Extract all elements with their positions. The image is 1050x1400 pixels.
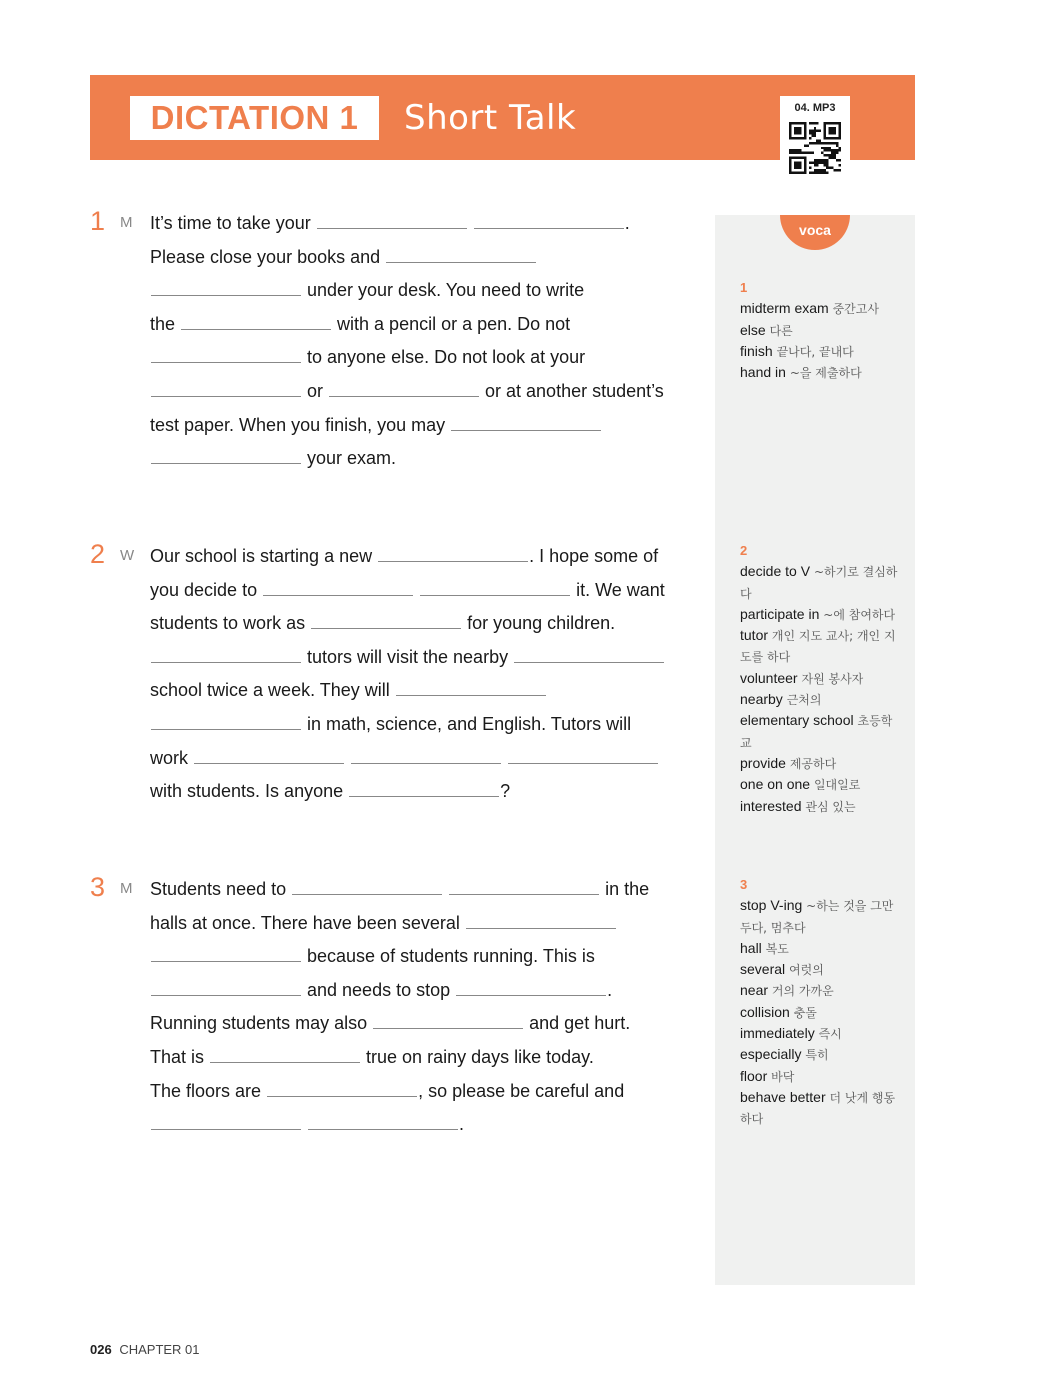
text-line — [150, 246, 690, 280]
voca-item — [740, 689, 900, 710]
voca-sidebar — [715, 215, 915, 1285]
voca-group-number: 2 — [740, 543, 748, 558]
voca-meaning: 일대일로 — [813, 778, 861, 793]
speaker-label: M — [120, 880, 133, 897]
voca-item — [740, 895, 900, 938]
voca-meaning: 자원 봉사자 — [801, 671, 864, 686]
answer-blank[interactable] — [181, 313, 331, 330]
answer-blank[interactable] — [151, 447, 301, 464]
voca-badge-label: voca — [799, 222, 831, 238]
text-line — [150, 380, 690, 414]
text-line — [150, 346, 690, 380]
text-segment — [468, 213, 473, 233]
text-segment: . — [459, 1114, 465, 1135]
text-line — [150, 545, 690, 579]
answer-blank[interactable] — [210, 1046, 360, 1063]
voca-item — [740, 298, 900, 319]
voca-term: hand in — [740, 364, 786, 381]
voca-meaning: 특히 — [805, 1048, 829, 1063]
answer-blank[interactable] — [508, 747, 658, 764]
audio-qr-box[interactable] — [780, 96, 850, 182]
text-segment: The floors are — [150, 1080, 267, 1101]
voca-term: one on one — [740, 776, 811, 793]
text-segment — [302, 1114, 307, 1134]
question-number: 3 — [90, 872, 106, 902]
answer-blank[interactable] — [263, 579, 413, 596]
voca-meaning: 관심 있는 — [805, 799, 856, 814]
text-segment — [502, 748, 507, 768]
voca-meaning: 중간고사 — [832, 302, 879, 317]
voca-term: decide to V — [740, 563, 811, 580]
voca-meaning: ~하기로 결심하다 — [740, 565, 898, 601]
text-line — [150, 912, 690, 946]
text-segment: or — [302, 380, 329, 401]
text-segment: you decide to — [150, 579, 263, 600]
text-line — [150, 679, 690, 713]
voca-item — [740, 341, 900, 362]
text-segment: with students. Is anyone — [150, 781, 349, 802]
answer-blank[interactable] — [151, 713, 301, 730]
text-segment: with a pencil or a pen. Do not — [332, 313, 571, 334]
text-line — [150, 279, 690, 313]
voca-term: near — [740, 982, 769, 999]
answer-blank[interactable] — [449, 878, 599, 895]
voca-meaning: ~하는 것을 그만두다, 멈추다 — [740, 899, 894, 935]
voca-term: participate in — [740, 605, 820, 622]
answer-blank[interactable] — [151, 380, 301, 397]
text-line — [150, 979, 690, 1013]
page-subtitle: Short Talk — [404, 98, 577, 138]
answer-blank[interactable] — [151, 945, 301, 962]
text-segment: halls at once. There have been several — [150, 912, 465, 933]
text-line — [150, 1046, 690, 1080]
answer-blank[interactable] — [151, 1113, 301, 1130]
speaker-label: M — [120, 214, 133, 231]
voca-term: behave better — [740, 1088, 826, 1105]
voca-meaning: 초등학교 — [740, 714, 893, 750]
text-segment: ? — [500, 781, 511, 802]
title-box — [130, 96, 379, 140]
text-segment: , so please be careful and — [418, 1080, 625, 1101]
answer-blank[interactable] — [317, 212, 467, 229]
page-footer — [90, 1342, 200, 1357]
answer-blank[interactable] — [466, 912, 616, 929]
voca-badge — [780, 215, 850, 250]
answer-blank[interactable] — [349, 780, 499, 797]
voca-item — [740, 710, 900, 753]
text-segment: Students need to — [150, 879, 292, 899]
answer-blank[interactable] — [456, 979, 606, 996]
voca-group-2 — [740, 541, 900, 817]
voca-item — [740, 362, 900, 383]
voca-term: provide — [740, 754, 786, 771]
text-line — [150, 747, 690, 781]
text-line — [150, 313, 690, 347]
voca-item — [740, 604, 900, 625]
text-segment: because of students running. This is — [302, 946, 595, 967]
text-segment: your exam. — [302, 448, 397, 469]
answer-blank[interactable] — [267, 1080, 417, 1097]
voca-meaning: 근처의 — [786, 693, 822, 708]
answer-blank[interactable] — [474, 212, 624, 229]
voca-meaning: ~을 제출하다 — [789, 366, 862, 381]
voca-term: floor — [740, 1067, 768, 1084]
text-segment: it. We want — [571, 579, 665, 600]
text-segment — [414, 580, 419, 600]
text-segment: for young children. — [462, 613, 616, 634]
audio-file-label: 04. MP3 — [794, 102, 836, 114]
text-segment: and get hurt. — [524, 1013, 631, 1034]
voca-meaning: 개인 지도 교사; 개인 지도를 하다 — [740, 629, 896, 665]
text-segment: the — [150, 313, 181, 334]
text-segment: work — [150, 747, 194, 768]
answer-blank[interactable] — [329, 380, 479, 397]
voca-item — [740, 1044, 900, 1065]
voca-meaning: 거의 가까운 — [771, 984, 834, 999]
voca-item — [740, 938, 900, 959]
voca-term: collision — [740, 1003, 790, 1020]
voca-term: immediately — [740, 1025, 815, 1042]
answer-blank[interactable] — [514, 646, 664, 663]
text-segment: test paper. When you finish, you may — [150, 414, 451, 435]
speaker-label: W — [120, 547, 135, 564]
question-number: 2 — [90, 539, 106, 569]
voca-term: tutor — [740, 627, 769, 644]
voca-meaning: 제공하다 — [789, 756, 837, 771]
text-segment: or at another student’s — [480, 380, 664, 401]
voca-meaning: 즉시 — [818, 1027, 842, 1042]
answer-blank[interactable] — [420, 579, 570, 596]
voca-term: interested — [740, 797, 802, 814]
voca-item — [740, 1002, 900, 1023]
answer-blank[interactable] — [396, 679, 546, 696]
voca-term: nearby — [740, 691, 783, 708]
text-segment: and needs to stop — [302, 979, 456, 1000]
voca-item — [740, 753, 900, 774]
page-number: 026 — [90, 1342, 112, 1357]
voca-group-number: 3 — [740, 877, 748, 892]
answer-blank[interactable] — [292, 878, 442, 895]
qr-code-icon[interactable] — [789, 122, 841, 174]
answer-blank[interactable] — [451, 414, 601, 431]
voca-item — [740, 980, 900, 1001]
voca-meaning: 바닥 — [771, 1069, 795, 1084]
voca-group-3 — [740, 875, 900, 1130]
answer-blank[interactable] — [151, 346, 301, 363]
voca-term: several — [740, 961, 786, 978]
voca-meaning: 다른 — [769, 323, 793, 338]
voca-meaning: 충돌 — [793, 1005, 817, 1020]
text-line — [150, 1080, 690, 1114]
text-line — [150, 646, 690, 680]
text-segment: under your desk. You need to write — [302, 280, 585, 301]
voca-term: midterm exam — [740, 300, 829, 317]
text-segment: . — [607, 979, 613, 1000]
chapter-label: CHAPTER 01 — [119, 1342, 200, 1357]
text-line — [150, 780, 690, 814]
text-segment — [345, 748, 350, 768]
text-line — [150, 1012, 690, 1046]
text-segment: school twice a week. They will — [150, 680, 395, 701]
voca-term: hall — [740, 939, 762, 956]
voca-item — [740, 1087, 900, 1130]
voca-group-1 — [740, 278, 900, 383]
voca-term: volunteer — [740, 669, 798, 686]
text-line — [150, 212, 690, 246]
page-title: DICTATION 1 — [150, 99, 359, 136]
text-line — [150, 713, 690, 747]
text-line — [150, 414, 690, 448]
text-line — [150, 612, 690, 646]
voca-term: stop V-ing — [740, 897, 803, 914]
text-segment: to anyone else. Do not look at your — [302, 347, 586, 368]
answer-blank[interactable] — [151, 279, 301, 296]
voca-item — [740, 668, 900, 689]
text-segment: That is — [150, 1046, 210, 1067]
voca-item — [740, 561, 900, 604]
voca-term: else — [740, 321, 766, 338]
voca-term: especially — [740, 1046, 802, 1063]
text-segment: true on rainy days like today. — [361, 1046, 594, 1067]
question-number: 1 — [90, 206, 106, 236]
text-segment: tutors will visit the nearby — [302, 646, 514, 667]
voca-meaning: 여럿의 — [789, 963, 824, 978]
text-line — [150, 579, 690, 613]
voca-item — [740, 625, 900, 668]
text-segment: students to work as — [150, 613, 311, 634]
answer-blank[interactable] — [373, 1012, 523, 1029]
text-segment: in the — [600, 879, 650, 899]
text-line — [150, 945, 690, 979]
text-segment: . I hope some of — [529, 546, 659, 566]
answer-blank[interactable] — [194, 747, 344, 764]
voca-item — [740, 1023, 900, 1044]
voca-meaning: 더 낫게 행동하다 — [740, 1090, 896, 1127]
voca-meaning: 끝나다, 끝내다 — [776, 344, 854, 359]
answer-blank[interactable] — [308, 1113, 458, 1130]
text-segment: It’s time to take your — [150, 213, 316, 233]
voca-item — [740, 774, 900, 795]
text-segment: . — [624, 213, 630, 233]
voca-term: finish — [740, 342, 773, 359]
voca-item — [740, 959, 900, 980]
text-segment: Running students may also — [150, 1013, 373, 1034]
voca-item — [740, 1066, 900, 1087]
answer-blank[interactable] — [151, 979, 301, 996]
text-segment: Please close your books and — [150, 246, 386, 267]
text-segment: Our school is starting a new — [150, 546, 378, 566]
answer-blank[interactable] — [378, 545, 528, 562]
voca-item — [740, 796, 900, 817]
voca-item — [740, 320, 900, 341]
text-segment: in math, science, and English. Tutors will — [302, 713, 632, 734]
voca-term: elementary school — [740, 712, 854, 729]
voca-group-number: 1 — [740, 280, 748, 295]
answer-blank[interactable] — [311, 612, 461, 629]
text-segment — [443, 879, 448, 899]
text-line — [150, 447, 690, 481]
answer-blank[interactable] — [151, 646, 301, 663]
voca-meaning: 복도 — [765, 941, 789, 956]
answer-blank[interactable] — [351, 747, 501, 764]
answer-blank[interactable] — [386, 246, 536, 263]
text-line — [150, 1113, 690, 1147]
voca-meaning: ~에 참여하다 — [823, 607, 896, 622]
text-line — [150, 878, 690, 912]
